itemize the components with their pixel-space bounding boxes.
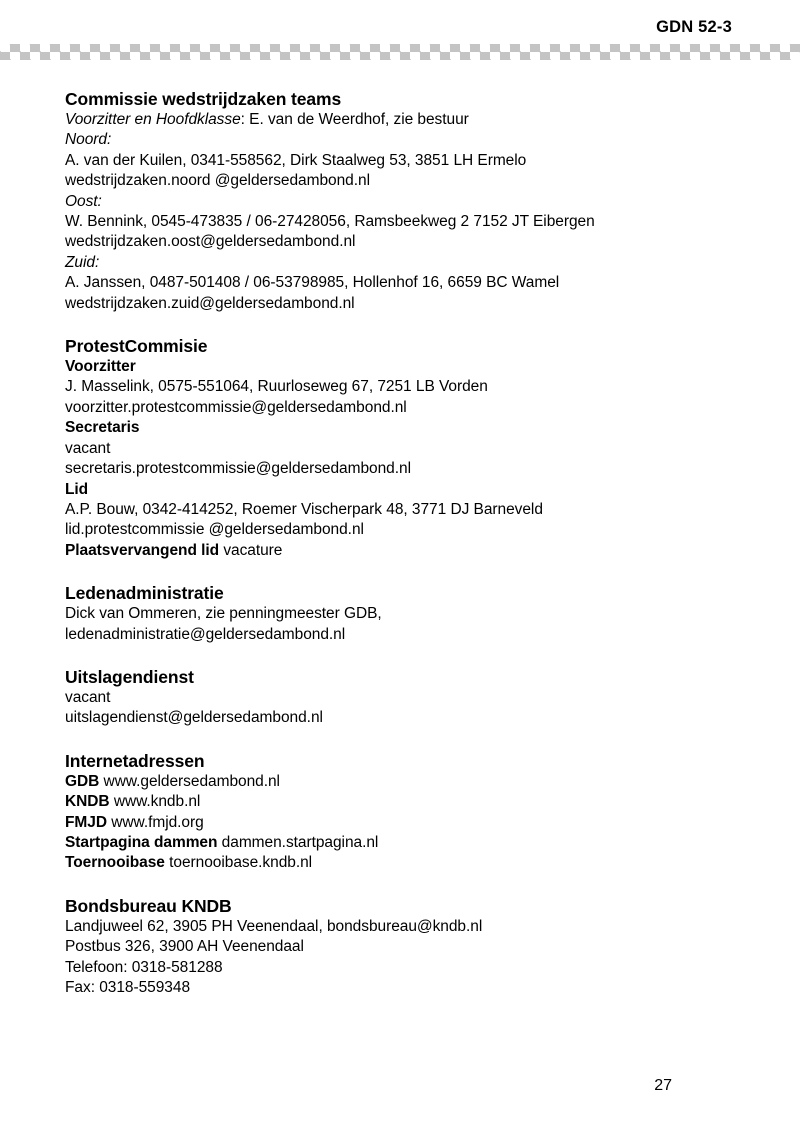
text-line: voorzitter.protestcommissie@geldersedambond.nl <box>65 398 407 416</box>
text-line-mixed-italic <box>65 110 755 130</box>
document-body <box>65 88 755 998</box>
role-label: Secretaris <box>65 419 140 437</box>
text-line: wedstrijdzaken.oost@geldersedambond.nl <box>65 233 356 251</box>
line-remainder: vacature <box>219 541 283 559</box>
text-line-mixed-bold <box>65 833 755 853</box>
page-footer <box>0 1076 800 1106</box>
text-line-italic: Zuid: <box>65 253 100 271</box>
text-line-mixed-bold <box>65 792 755 812</box>
page-number: 27 <box>654 1077 672 1094</box>
running-header-label: GDN 52-3 <box>656 18 732 36</box>
text-line: Telefoon: 0318-581288 <box>65 958 223 976</box>
line-remainder: www.kndb.nl <box>109 793 201 811</box>
section-heading: ProtestCommisie <box>65 336 208 357</box>
text-line: A. Janssen, 0487-501408 / 06-53798985, Hollenhof 16, 6659 BC Wamel <box>65 274 560 292</box>
checkerboard-rule-divider <box>0 44 800 60</box>
section-bondsbureau-kndb <box>65 895 755 999</box>
section-heading: Internetadressen <box>65 750 205 771</box>
bold-lead: GDB <box>65 772 100 790</box>
bold-lead: FMJD <box>65 813 107 831</box>
text-line: ledenadministratie@geldersedambond.nl <box>65 625 346 643</box>
text-line-mixed-bold <box>65 541 755 561</box>
section-protestcommisie <box>65 335 755 561</box>
line-remainder: dammen.startpagina.nl <box>217 833 379 851</box>
line-remainder: : E. van de Weerdhof, zie bestuur <box>240 111 469 128</box>
text-line-mixed-bold <box>65 853 755 873</box>
line-remainder: www.fmjd.org <box>107 813 204 831</box>
text-line: vacant <box>65 439 111 457</box>
text-line-mixed-bold <box>65 772 755 792</box>
text-line: Postbus 326, 3900 AH Veenendaal <box>65 938 304 956</box>
section-ledenadministratie <box>65 582 755 645</box>
section-internetadressen <box>65 750 755 874</box>
text-line: uitslagendienst@geldersedambond.nl <box>65 709 323 727</box>
line-remainder: www.geldersedambond.nl <box>99 772 280 790</box>
section-heading: Uitslagendienst <box>65 666 194 687</box>
role-label: Voorzitter <box>65 358 136 376</box>
text-line: Fax: 0318-559348 <box>65 979 191 996</box>
text-line: vacant <box>65 688 111 706</box>
text-line: lid.protestcommissie @geldersedambond.nl <box>65 521 364 539</box>
text-line: wedstrijdzaken.zuid@geldersedambond.nl <box>65 294 355 312</box>
text-line: A. van der Kuilen, 0341-558562, Dirk Staalweg 53, 3851 LH Ermelo <box>65 151 527 169</box>
text-line: wedstrijdzaken.noord @geldersedambond.nl <box>65 172 370 190</box>
role-label: Lid <box>65 480 89 498</box>
italic-lead: Voorzitter en Hoofdklasse <box>65 111 241 128</box>
section-heading: Ledenadministratie <box>65 583 224 604</box>
section-heading: Commissie wedstrijdzaken teams <box>65 89 342 109</box>
text-line-mixed-bold <box>65 813 755 833</box>
text-line: secretaris.protestcommissie@geldersedambond.nl <box>65 460 411 478</box>
bold-lead: Toernooibase <box>65 854 165 872</box>
text-line: Landjuweel 62, 3905 PH Veenendaal, bondsbureau@kndb.nl <box>65 917 483 935</box>
section-heading: Bondsbureau KNDB <box>65 895 232 916</box>
text-line: W. Bennink, 0545-473835 / 06-27428056, Ramsbeekweg 2 7152 JT Eibergen <box>65 213 595 231</box>
section-commissie-wedstrijdzaken-teams <box>65 88 755 314</box>
bold-lead: KNDB <box>65 793 110 811</box>
bold-lead: Startpagina dammen <box>65 833 218 851</box>
text-line: Dick van Ommeren, zie penningmeester GDB, <box>65 605 382 623</box>
bold-lead: Plaatsvervangend lid <box>65 541 220 559</box>
text-line-italic: Noord: <box>65 131 112 149</box>
section-uitslagendienst <box>65 666 755 729</box>
page-header <box>0 0 800 62</box>
line-remainder: toernooibase.kndb.nl <box>164 854 313 872</box>
text-line: A.P. Bouw, 0342-414252, Roemer Vischerpark 48, 3771 DJ Barneveld <box>65 500 543 518</box>
text-line: J. Masselink, 0575-551064, Ruurloseweg 67, 7251 LB Vorden <box>65 378 488 396</box>
text-line-italic: Oost: <box>65 192 102 210</box>
